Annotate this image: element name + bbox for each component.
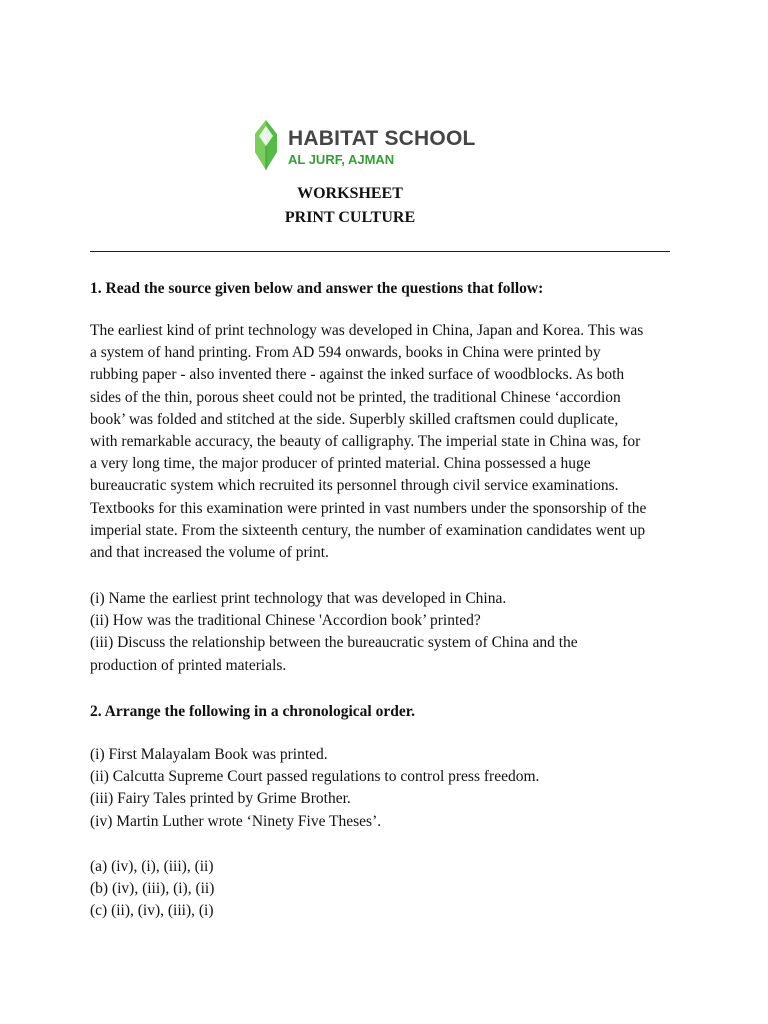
source-line: sides of the thin, porous sheet could not be printed, the traditional Chinese ‘accordion xyxy=(90,388,621,406)
source-line: imperial state. From the sixteenth century, the number of examination candidates went up xyxy=(90,521,646,539)
question-2-prompt: 2. Arrange the following in a chronological order. xyxy=(90,703,416,720)
school-logo xyxy=(253,118,476,172)
source-passage xyxy=(90,320,646,564)
question-1-prompt: 1. Read the source given below and answer the questions that follow: xyxy=(90,280,544,297)
answer-option: (a) (iv), (i), (iii), (ii) xyxy=(90,858,214,875)
event-item: (iv) Martin Luther wrote ‘Ninety Five Theses’. xyxy=(90,812,382,830)
school-name: HABITAT SCHOOL xyxy=(288,127,476,150)
source-line: a system of hand printing. From AD 594 onwards, books in China were printed by xyxy=(90,344,601,362)
source-line: with remarkable accuracy, the beauty of calligraphy. The imperial state in China was, for xyxy=(90,433,641,451)
event-item: (i) First Malayalam Book was printed. xyxy=(90,746,328,763)
subquestion: (iii) Discuss the relationship between the bureaucratic system of China and the xyxy=(90,634,578,652)
school-location: AL JURF, AJMAN xyxy=(288,152,395,167)
source-line: and that increased the volume of print. xyxy=(90,544,329,562)
subquestion: production of printed materials. xyxy=(90,656,287,674)
source-line: book’ was folded and stitched at the side. Superbly skilled craftsmen could duplicate, xyxy=(90,410,619,428)
source-line: The earliest kind of print technology was developed in China, Japan and Korea. This was xyxy=(90,322,644,339)
event-item: (ii) Calcutta Supreme Court passed regulations to control press freedom. xyxy=(90,768,540,786)
source-line: rubbing paper - also invented there - against the inked surface of woodblocks. As both xyxy=(90,366,625,384)
source-line: Textbooks for this examination were printed in vast numbers under the sponsorship of the xyxy=(90,499,647,517)
subquestion: (i) Name the earliest print technology that was developed in China. xyxy=(90,590,507,607)
answer-option: (b) (iv), (iii), (i), (ii) xyxy=(90,880,215,898)
source-line: bureaucratic system which recruited its personnel through civil service examinations. xyxy=(90,477,619,495)
leaf-logo-icon xyxy=(253,120,279,170)
source-line: a very long time, the major producer of printed material. China possessed a huge xyxy=(90,455,591,473)
question-1-subquestions xyxy=(90,588,578,677)
question-2-items xyxy=(90,744,539,833)
question-2-options xyxy=(90,856,214,923)
worksheet-subject: PRINT CULTURE xyxy=(284,209,416,226)
divider-line xyxy=(90,251,670,252)
event-item: (iii) Fairy Tales printed by Grime Brother. xyxy=(90,790,351,808)
answer-option: (c) (ii), (iv), (iii), (i) xyxy=(90,902,214,920)
worksheet-title: WORKSHEET xyxy=(297,185,403,202)
subquestion: (ii) How was the traditional Chinese 'Accordion book’ printed? xyxy=(90,612,481,630)
